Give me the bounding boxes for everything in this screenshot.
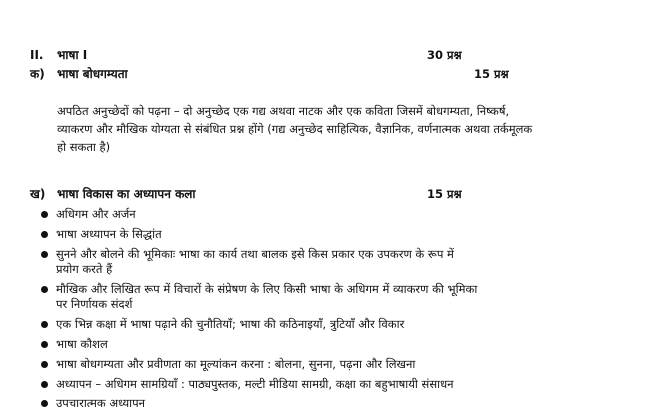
part-b-title: भाषा विकास का अध्यापन कला (57, 187, 196, 201)
list-item (38, 207, 628, 223)
section-number: II. (30, 48, 44, 62)
part-b-count: 15 प्रश्न (427, 187, 462, 201)
bullet-icon (41, 321, 48, 328)
bullet-icon (41, 341, 48, 348)
part-a-count: 15 प्रश्न (474, 67, 509, 81)
list-item-text: एक भिन्न कक्षा में भाषा पढ़ाने की चुनौतियाँ; भाषा की कठिनाइयाँ, त्रुटियाँ और विकार (56, 317, 405, 332)
part-a-paragraph-line: अपठित अनुच्छेदों को पढ़ना – दो अनुच्छेद एक गद्य अथवा नाटक और एक कविता जिसमें बोधगम्यता, निष्कर्ष, (57, 104, 510, 118)
part-a-paragraph-line: हो सकता है) (57, 140, 111, 154)
list-item-text-continued: पर निर्णायक संदर्श (56, 297, 133, 312)
list-item-text: भाषा बोधगम्यता और प्रवीणता का मूल्यांकन करना : बोलना, सुनना, पढ़ना और लिखना (56, 356, 416, 371)
list-item-text: अध्यापन – अधिगम सामग्रियाँ : पाठ्यपुस्तक, मल्टी मीडिया सामग्री, कक्षा का बहुभाषायी संसाधन (56, 376, 454, 391)
list-item-text: अधिगम और अर्जन (56, 207, 136, 221)
bullet-icon (41, 286, 48, 293)
list-item-text: भाषा अध्यापन के सिद्धांत (56, 226, 162, 241)
part-a-label: क) (30, 67, 45, 81)
list-item-text: सुनने और बोलने की भूमिकाः भाषा का कार्य तथा बालक इसे किस प्रकार एक उपकरण के रूप में (56, 246, 454, 261)
part-a-title: भाषा बोधगम्यता (57, 67, 128, 81)
section-total: 30 प्रश्न (427, 48, 462, 62)
section-title: भाषा I (57, 48, 88, 62)
bullet-icon (41, 211, 48, 218)
part-b-topic-list (38, 207, 628, 416)
bullet-icon (41, 251, 48, 258)
bullet-icon (41, 381, 48, 388)
part-a-paragraph-line: व्याकरण और मौखिक योग्यता से संबंधित प्रश्न होंगे (गद्य अनुच्छेद साहित्यिक, वैज्ञानिक, वर्णनात्मक अथवा तर्कमूलक (57, 122, 533, 136)
list-item (38, 317, 628, 333)
list-item-text: भाषा कौशल (56, 336, 108, 351)
list-item-text: मौखिक और लिखित रूप में विचारों के संप्रेषण के लिए किसी भाषा के अधिगम में व्याकरण की भूमिका (56, 281, 478, 296)
list-item (38, 227, 628, 243)
list-item (38, 282, 628, 313)
list-item (38, 377, 628, 393)
list-item (38, 337, 628, 353)
bullet-icon (41, 361, 48, 368)
bullet-icon (41, 231, 48, 238)
list-item-text: उपचारात्मक अध्यापन (56, 396, 146, 411)
list-item (38, 396, 628, 412)
bullet-icon (41, 400, 48, 407)
list-item (38, 357, 628, 373)
list-item (38, 247, 628, 278)
list-item-text-continued: प्रयोग करते हैं (56, 262, 113, 277)
part-b-label: ख) (30, 187, 46, 201)
